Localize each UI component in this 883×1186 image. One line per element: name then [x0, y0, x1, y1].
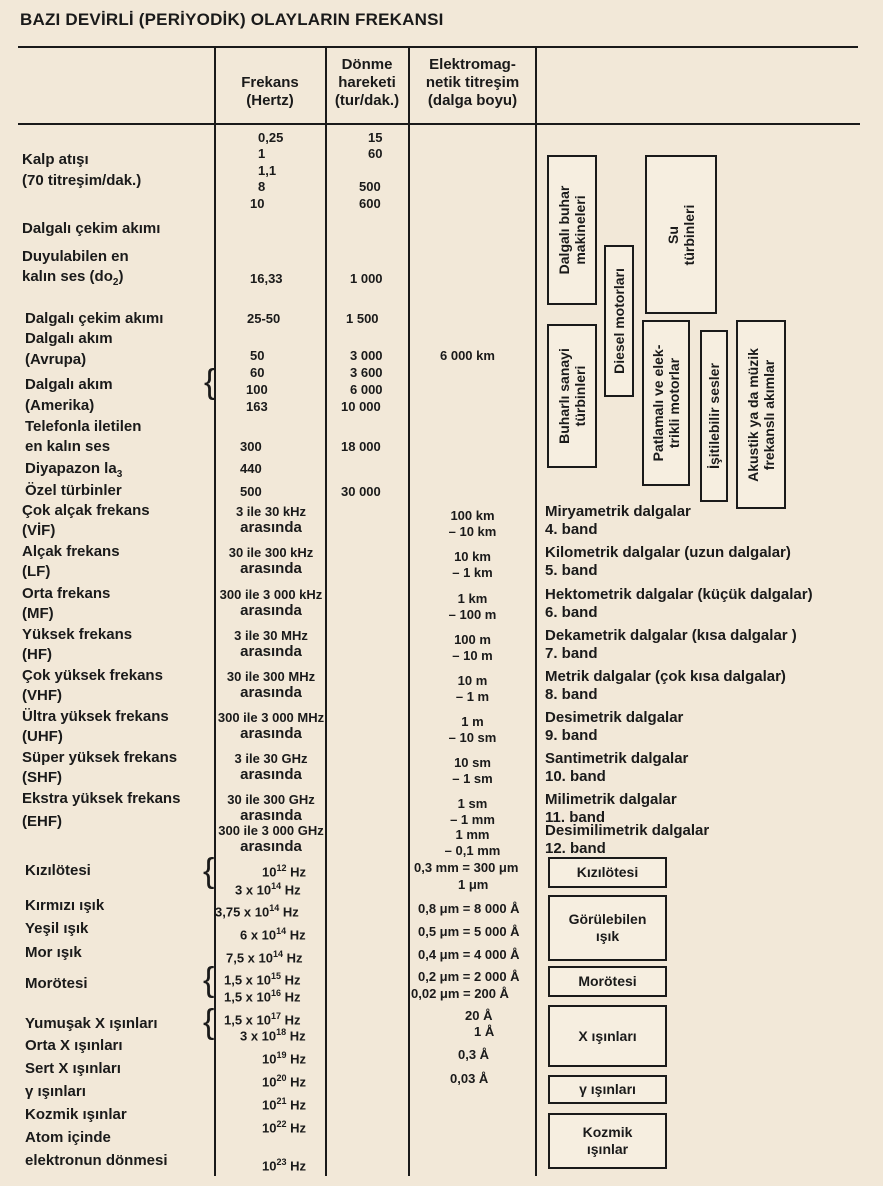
- freq-cell: [262, 1116, 306, 1136]
- band-number: 8. band: [545, 686, 598, 703]
- em-cell: 0,03 Å: [450, 1071, 489, 1086]
- label-orta-x: Orta X ışınları: [25, 1037, 123, 1054]
- box-kizilotesi: Kızılötesi: [548, 857, 667, 888]
- box-patlamali: [642, 320, 690, 486]
- band-freq-arasinda: arasında: [240, 766, 302, 783]
- box-dalgali-buhar: [547, 155, 597, 305]
- freq-cell: 8: [258, 179, 266, 194]
- header-frequency-line2: (Hertz): [246, 92, 294, 109]
- label-ozel: Özel türbinler: [25, 482, 122, 499]
- freq-base: 10: [262, 1074, 277, 1090]
- em-cell: 0,2 μm = 2 000 Å: [418, 969, 520, 984]
- brace-amerika: {: [204, 363, 216, 401]
- freq-exp: 14: [276, 926, 287, 936]
- label-yumusak-x: Yumuşak X ışınları: [25, 1015, 158, 1032]
- header-em-line2: netik titreşim: [425, 74, 520, 91]
- band-name: Ekstra yüksek frekans: [22, 790, 181, 807]
- em-cell: 1 Å: [474, 1024, 495, 1039]
- band-freq-arasinda: arasında: [240, 560, 302, 577]
- band-wavelength-from: 1 sm: [457, 796, 488, 811]
- band-name: Ültra yüksek frekans: [22, 708, 169, 725]
- freq-cell: [262, 1047, 306, 1067]
- band-name: Orta frekans: [22, 585, 111, 602]
- freq-exp: 17: [271, 1011, 282, 1021]
- label-avrupa-2: (Avrupa): [25, 351, 87, 368]
- freq-cell: 25-50: [247, 311, 281, 326]
- box-kozmik-isinlar: [548, 1113, 667, 1169]
- label-mor: Mor ışık: [25, 944, 82, 961]
- band-number: 5. band: [545, 562, 598, 579]
- band-wave-type: Kilometrik dalgalar (uzun dalgalar): [545, 544, 791, 561]
- band-name: Çok alçak frekans: [22, 502, 150, 519]
- freq-cell: 500: [240, 484, 262, 499]
- box-text-line: trikli motorlar: [666, 357, 682, 449]
- box-text-line: Diesel motorları: [611, 268, 627, 374]
- em-cell: 0,4 μm = 4 000 Å: [418, 947, 520, 962]
- band-freq-arasinda: arasında: [240, 602, 302, 619]
- band-name: Alçak frekans: [22, 543, 120, 560]
- freq-cell: 10: [250, 196, 265, 211]
- box-text-line: Su: [665, 225, 681, 244]
- band-wavelength-from: 1 km: [457, 591, 488, 606]
- header-rotation-line3: (tur/dak.): [334, 92, 400, 109]
- em-cell: 0,3 Å: [458, 1047, 490, 1062]
- label-dalgali-cekim-2: Dalgalı çekim akımı: [25, 310, 164, 327]
- header-rotation-line1: Dönme: [341, 56, 393, 73]
- freq-base: 10: [262, 1097, 277, 1113]
- band-freq-arasinda: arasında: [240, 519, 302, 536]
- band-wave-type: Desimetrik dalgalar: [545, 709, 684, 726]
- freq-unit: Hz: [286, 1074, 306, 1090]
- box-diesel-text: [611, 268, 627, 374]
- box-x-isinlari: X ışınları: [548, 1005, 667, 1067]
- freq-cell: [262, 1070, 306, 1090]
- em-cell: 6 000 km: [440, 348, 495, 363]
- freq-cell: [226, 946, 303, 966]
- top-rule: [18, 46, 858, 48]
- freq-exp: 20: [276, 1073, 287, 1083]
- band-abbr: (EHF): [22, 813, 62, 830]
- box-text-line: frekanslı akımlar: [761, 359, 777, 470]
- box-morotesi: Morötesi: [548, 966, 667, 997]
- label-duyulabilen-end: ): [118, 268, 124, 285]
- band-number: 6. band: [545, 604, 598, 621]
- freq-unit: Hz: [286, 1097, 306, 1113]
- freq-exp: 15: [271, 971, 282, 981]
- freq-unit: Hz: [281, 972, 301, 988]
- band-wave-type: Desimilimetrik dalgalar: [545, 822, 710, 839]
- band-freq-range: 30 ile 300 kHz: [228, 545, 314, 560]
- band-number: 12. band: [545, 840, 606, 857]
- freq-base: 3 x 10: [235, 882, 272, 898]
- box-text-line: türbinleri: [681, 204, 697, 265]
- label-gamma: γ ışınları: [25, 1083, 86, 1100]
- box-text-line: Patlamalı ve elek-: [650, 344, 666, 462]
- freq-cell: [262, 1093, 306, 1113]
- freq-unit: Hz: [286, 927, 306, 943]
- label-duyulabilen-text: kalın ses (do: [22, 268, 113, 285]
- em-cell: 0,5 μm = 5 000 Å: [418, 924, 520, 939]
- band-freq-arasinda: arasında: [240, 807, 302, 824]
- box-buharli-sanayi: [547, 324, 597, 468]
- box-text-line: Akustik ya da müzik: [745, 347, 761, 482]
- band-wave-type: Miryametrik dalgalar: [545, 503, 691, 520]
- band-freq-range: 3 ile 30 MHz: [234, 628, 308, 643]
- box-patlamali-text: [650, 345, 682, 462]
- box-akustik: [736, 320, 786, 509]
- freq-cell: [240, 1024, 306, 1044]
- brace-kizilotesi: {: [203, 852, 215, 890]
- band-wave-type: Metrik dalgalar (çok kısa dalgalar): [545, 668, 786, 685]
- freq-base: 10: [262, 1158, 277, 1174]
- label-telefon: Telefonla iletilen: [25, 418, 142, 435]
- band-wavelength-from: 1 m: [461, 714, 484, 729]
- header-frequency: [216, 74, 324, 110]
- label-amerika-2: (Amerika): [25, 397, 95, 414]
- band-abbr: (MF): [22, 605, 54, 622]
- rot-cell: 30 000: [341, 484, 381, 499]
- col-divider-4: [535, 46, 537, 1176]
- freq-exp: 14: [273, 949, 284, 959]
- label-duyulabilen-2: [22, 267, 123, 292]
- band-number: 10. band: [545, 768, 606, 785]
- header-rotation: [326, 56, 408, 110]
- freq-cell: 100: [246, 382, 268, 397]
- box-text-line: Buharlı sanayi: [556, 348, 572, 444]
- freq-unit: Hz: [279, 904, 299, 920]
- band-name: Çok yüksek frekans: [22, 667, 163, 684]
- label-sert-x: Sert X ışınları: [25, 1060, 121, 1077]
- freq-unit: Hz: [286, 1158, 306, 1174]
- freq-exp: 22: [276, 1119, 287, 1129]
- box-dalgali-buhar-text: [556, 186, 588, 275]
- rot-cell: 60: [368, 146, 383, 161]
- em-cell: 0,8 μm = 8 000 Å: [418, 901, 520, 916]
- box-gorulebilen-isik: [548, 895, 667, 961]
- freq-unit: Hz: [286, 864, 306, 880]
- freq-cell: 163: [246, 399, 268, 414]
- band-number: 9. band: [545, 727, 598, 744]
- band-wavelength-to: – 100 m: [448, 607, 497, 622]
- band-number: 7. band: [545, 645, 598, 662]
- freq-exp: 18: [276, 1027, 287, 1037]
- rot-cell: 6 000: [350, 382, 383, 397]
- freq-cell: [215, 900, 299, 920]
- band-wavelength-from: 100 m: [454, 632, 491, 647]
- rot-cell: 3 000: [350, 348, 383, 363]
- band-number: 4. band: [545, 521, 598, 538]
- freq-exp: 14: [269, 903, 280, 913]
- band-name: Yüksek frekans: [22, 626, 133, 643]
- box-text-line: makineleri: [572, 195, 588, 265]
- em-cell: 20 Å: [465, 1008, 493, 1023]
- rot-cell: 600: [359, 196, 381, 211]
- freq-base: 6 x 10: [240, 927, 277, 943]
- band-wavelength-to: – 10 m: [452, 648, 493, 663]
- band-freq-arasinda: arasında: [240, 684, 302, 701]
- band-abbr: (LF): [22, 563, 51, 580]
- label-kozmik: Kozmik ışınlar: [25, 1106, 127, 1123]
- band-abbr: (HF): [22, 646, 52, 663]
- freq-exp: 14: [271, 881, 282, 891]
- freq-cell: 300: [240, 439, 262, 454]
- rot-cell: 3 600: [350, 365, 383, 380]
- band-wavelength-to: – 1 m: [455, 689, 490, 704]
- freq-base: 10: [262, 1051, 277, 1067]
- freq-base: 1,5 x 10: [224, 1012, 271, 1028]
- freq-cell: 60: [250, 365, 265, 380]
- label-amerika: Dalgalı akım: [25, 376, 113, 393]
- freq-exp: 19: [276, 1050, 287, 1060]
- band-wavelength-from: 100 km: [450, 508, 495, 523]
- box-su-turbinleri: [645, 155, 717, 314]
- label-diyapazon-sub: 3: [116, 469, 123, 480]
- band-wavelength-from: 1 mm: [455, 827, 490, 842]
- freq-cell: 440: [240, 461, 262, 476]
- band-freq-arasinda: arasında: [240, 725, 302, 742]
- rot-cell: 15: [368, 130, 383, 145]
- header-rotation-line2: hareketi: [338, 74, 396, 91]
- label-kizilotesi: Kızılötesi: [25, 862, 91, 879]
- box-isitilebilir: [700, 330, 728, 502]
- box-text-line: ışık: [595, 928, 620, 944]
- freq-base: 10: [262, 864, 277, 880]
- page-title: BAZI DEVİRLİ (PERİYODİK) OLAYLARIN FREKANSI: [20, 10, 444, 29]
- freq-cell: [224, 985, 301, 1005]
- band-wavelength-from: 10 km: [454, 549, 491, 564]
- band-wavelength-from: 10 m: [457, 673, 488, 688]
- box-text-line: İşitilebilir sesler: [706, 363, 722, 469]
- box-buharli-text: [556, 348, 588, 444]
- freq-exp: 23: [276, 1157, 287, 1167]
- label-dalgali-cekim: Dalgalı çekim akımı: [22, 220, 161, 237]
- brace-yumusak: {: [203, 1003, 215, 1041]
- em-cell: 1 μm: [458, 877, 489, 892]
- rot-cell: 10 000: [341, 399, 381, 414]
- band-abbr: (VİF): [22, 522, 56, 539]
- band-abbr: (UHF): [22, 728, 63, 745]
- freq-unit: Hz: [286, 1120, 306, 1136]
- label-avrupa: Dalgalı akım: [25, 330, 113, 347]
- freq-cell: [240, 923, 306, 943]
- band-wavelength-to: – 1 sm: [452, 771, 493, 786]
- label-kirmizi: Kırmızı ışık: [25, 897, 105, 914]
- label-duyulabilen-sub: 2: [112, 277, 119, 288]
- freq-cell: 1,1: [258, 163, 277, 178]
- brace-morotesi: {: [203, 961, 215, 999]
- band-wave-type: Dekametrik dalgalar (kısa dalgalar ): [545, 627, 797, 644]
- freq-base: 1,5 x 10: [224, 972, 271, 988]
- band-freq-range: 300 ile 3 000 GHz: [218, 823, 324, 838]
- freq-exp: 21: [276, 1096, 287, 1106]
- band-wave-type: Milimetrik dalgalar: [545, 791, 677, 808]
- box-text-line: ışınlar: [586, 1141, 629, 1157]
- band-freq-range: 30 ile 300 GHz: [227, 792, 315, 807]
- label-diyapazon-text: Diyapazon la: [25, 460, 117, 477]
- band-wavelength-to: – 0,1 mm: [444, 843, 501, 858]
- header-frequency-line1: Frekans: [241, 74, 299, 91]
- label-kalp: Kalp atışı: [22, 151, 89, 168]
- label-duyulabilen: Duyulabilen en: [22, 248, 129, 265]
- band-freq-arasinda: arasında: [240, 838, 302, 855]
- band-wavelength-to: – 10 sm: [448, 730, 497, 745]
- box-isitilebilir-text: [706, 363, 722, 469]
- em-cell: 0,02 μm = 200 Å: [411, 986, 509, 1001]
- band-freq-range: 300 ile 3 000 MHz: [217, 710, 325, 725]
- freq-unit: Hz: [281, 989, 301, 1005]
- rot-cell: 1 500: [346, 311, 379, 326]
- band-freq-arasinda: arasında: [240, 643, 302, 660]
- freq-unit: Hz: [286, 1028, 306, 1044]
- label-atom-2: elektronun dönmesi: [25, 1152, 168, 1169]
- box-su-text: [665, 204, 697, 265]
- box-text-line: türbinleri: [572, 365, 588, 427]
- box-text-line: Dalgalı buhar: [556, 185, 572, 275]
- band-wave-type: Hektometrik dalgalar (küçük dalgalar): [545, 586, 813, 603]
- box-gamma-isinlari: γ ışınları: [548, 1075, 667, 1104]
- freq-unit: Hz: [281, 882, 301, 898]
- freq-exp: 12: [276, 863, 287, 873]
- band-freq-range: 3 ile 30 GHz: [234, 751, 308, 766]
- box-diesel: [604, 245, 634, 397]
- freq-base: 1,5 x 10: [224, 989, 271, 1005]
- box-text-line: Görülebilen: [568, 911, 647, 927]
- box-akustik-text: [745, 348, 777, 482]
- band-wavelength-to: – 1 mm: [450, 812, 495, 827]
- header-em: [410, 56, 535, 110]
- rot-cell: 18 000: [341, 439, 381, 454]
- band-freq-range: 30 ile 300 MHz: [226, 669, 316, 684]
- label-kalp-sub: (70 titreşim/dak.): [22, 172, 142, 189]
- header-em-line3: (dalga boyu): [427, 92, 518, 109]
- freq-cell: [235, 878, 301, 898]
- freq-exp: 16: [271, 988, 282, 998]
- box-text-line: Kozmik: [582, 1124, 633, 1140]
- freq-unit: Hz: [281, 1012, 301, 1028]
- freq-cell: 50: [250, 348, 265, 363]
- freq-unit: Hz: [283, 950, 303, 966]
- label-yesil: Yeşil ışık: [25, 920, 89, 937]
- rot-cell: 500: [359, 179, 381, 194]
- freq-cell: [262, 1154, 306, 1174]
- band-wavelength-to: – 1 km: [452, 565, 493, 580]
- band-abbr: (SHF): [22, 769, 62, 786]
- band-wavelength-from: 10 sm: [454, 755, 491, 770]
- freq-cell: 1: [258, 146, 266, 161]
- label-morotesi: Morötesi: [25, 975, 88, 992]
- freq-base: 10: [262, 1120, 277, 1136]
- band-name: Süper yüksek frekans: [22, 749, 178, 766]
- band-wave-type: Santimetrik dalgalar: [545, 750, 689, 767]
- band-number: 11. band: [545, 809, 606, 826]
- em-cell: 0,3 mm = 300 μm: [414, 860, 519, 875]
- header-rule: [18, 123, 860, 125]
- band-abbr: (VHF): [22, 687, 62, 704]
- freq-cell: 0,25: [258, 130, 284, 145]
- freq-unit: Hz: [286, 1051, 306, 1067]
- band-wavelength-to: – 10 km: [448, 524, 497, 539]
- label-telefon-2: en kalın ses: [25, 438, 111, 455]
- label-atom: Atom içinde: [25, 1129, 111, 1146]
- rot-cell: 1 000: [350, 271, 383, 286]
- band-freq-range: 300 ile 3 000 kHz: [219, 587, 323, 602]
- freq-base: 3,75 x 10: [215, 904, 270, 920]
- freq-cell: 16,33: [250, 271, 283, 286]
- band-freq-range: 3 ile 30 kHz: [235, 504, 307, 519]
- header-em-line1: Elektromag-: [429, 56, 516, 73]
- freq-base: 7,5 x 10: [226, 950, 273, 966]
- freq-base: 3 x 10: [240, 1028, 277, 1044]
